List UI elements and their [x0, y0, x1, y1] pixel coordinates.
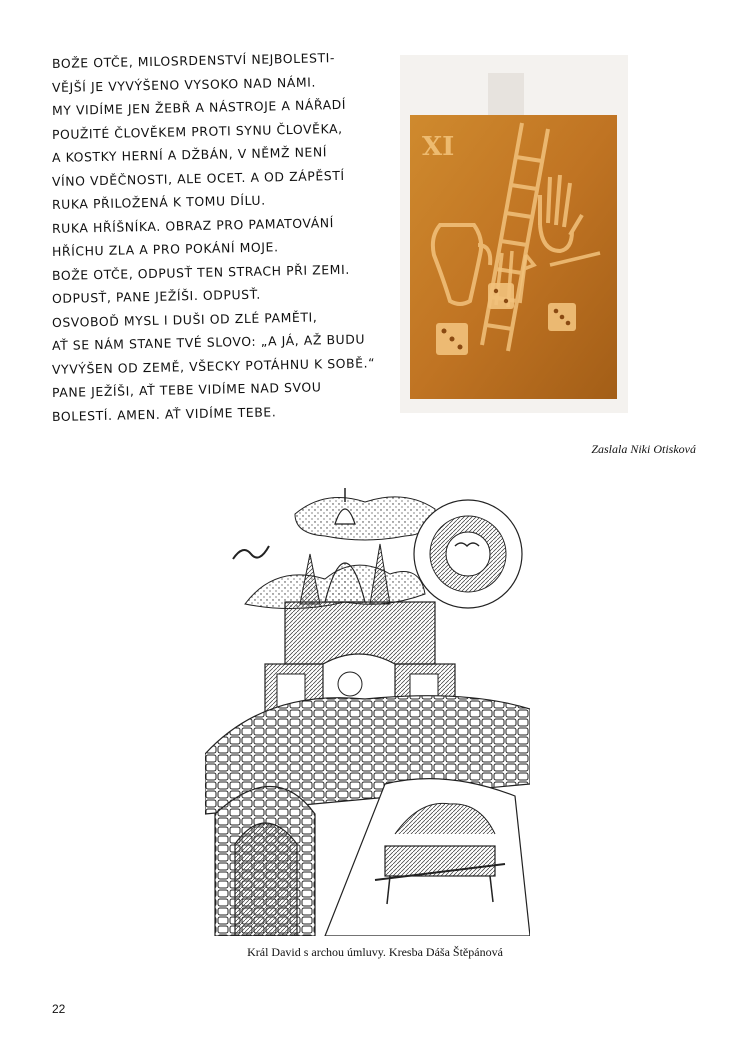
king-david-ink-drawing: [205, 484, 530, 936]
page-number: 22: [52, 1002, 66, 1016]
prayer-line: VYVÝŠEN OD ZEMĚ, VŠECKY POTÁHNU K SOBĚ.“: [51, 354, 376, 377]
image-credit: Zaslala Niki Otisková: [591, 442, 696, 456]
drawing-svg: [205, 484, 530, 936]
gate-icon: [235, 823, 297, 936]
prayer-line: POUŽITÉ ČLOVĚKEM PROTI SYNU ČLOVĚKA,: [51, 120, 343, 142]
prayer-line: A KOSTKY HERNÍ A DŽBÁN, V NĚMŽ NENÍ: [51, 144, 328, 165]
prayer-line: AŤ SE NÁM STANE TVÉ SLOVO: „A JÁ, AŽ BUDU: [51, 331, 366, 353]
drawing-caption: Král David s archou úmluvy. Kresba Dáša Štěpánová: [247, 945, 503, 959]
prayer-line: VÍNO VDĚČNOSTI, ALE OCET. A OD ZÁPĚSTÍ: [51, 167, 345, 189]
prayer-line: MY VIDÍME JEN ŽEBŘ A NÁSTROJE A NÁŘADÍ: [51, 96, 347, 118]
stations-of-cross-relief-image: [400, 55, 628, 413]
prayer-line: BOŽE OTČE, MILOSRDENSTVÍ NEJBOLESTI-: [51, 50, 336, 71]
prayer-line: ODPUSŤ, PANE JEŽÍŠI. ODPUSŤ.: [51, 286, 262, 306]
prayer-line: BOŽE OTČE, ODPUSŤ TEN STRACH PŘI ZEMI.: [51, 261, 350, 283]
prayer-line: HŘÍCHU ZLA A PRO POKÁNÍ MOJE.: [51, 239, 279, 259]
handwritten-prayer: [51, 50, 376, 428]
roman-numeral: XI: [422, 132, 455, 162]
prayer-line: BOLESTÍ. AMEN. AŤ VIDÍME TEBE.: [51, 403, 277, 424]
prayer-line: PANE JEŽÍŠI, AŤ TEBE VIDÍME NAD SVOU: [51, 379, 322, 400]
sun-icon: [414, 500, 522, 608]
prayer-line: RUKA PŘILOŽENÁ K TOMU DÍLU.: [51, 192, 266, 212]
prayer-line: VĚJŠÍ JE VYVÝŠENO VYSOKO NAD NÁMI.: [51, 73, 317, 95]
prayer-line: OSVOBOĎ MYSL I DUŠI OD ZLÉ PAMĚTI,: [51, 308, 318, 330]
relief-svg: [400, 55, 628, 413]
prayer-line: RUKA HŘÍŠNÍKA. OBRAZ PRO PAMATOVÁNÍ: [51, 214, 335, 236]
